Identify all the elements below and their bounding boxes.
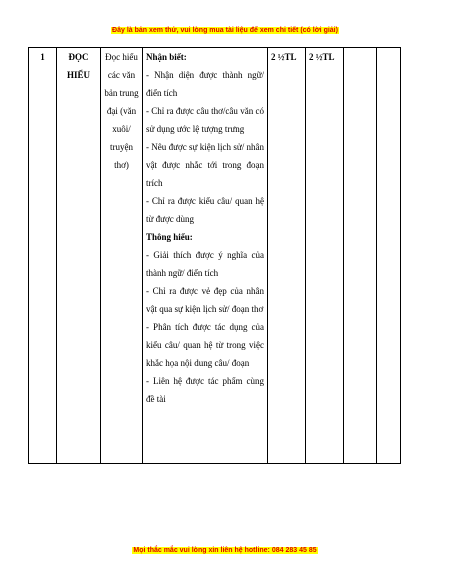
level-item: - Chỉ ra được vẻ đẹp của nhân vật qua sự kiện lịch sử/ đoạn thơ [146, 286, 264, 314]
hotline-notice-text: Mọi thắc mắc vui lòng xin liên hệ hotline: 084 283 45 85 [133, 547, 317, 554]
exam-matrix-table [28, 47, 401, 464]
row-number: 1 [29, 48, 57, 464]
topic-cell [57, 48, 101, 464]
level-heading-recognition: Nhận biết: [146, 52, 187, 62]
level-item: - Nhận diện được thành ngữ/ điển tích [146, 70, 264, 98]
content-line: đại (văn [106, 106, 137, 116]
level-item: - Giải thích được ý nghĩa của thành ngữ/ điển tích [146, 250, 264, 278]
hotline-notice-banner [0, 546, 450, 556]
topic-line: HIỂU [66, 70, 90, 80]
content-line: thơ) [114, 160, 129, 170]
content-unit-cell [101, 48, 143, 464]
empty-cell [377, 48, 401, 464]
level-item: - Chỉ ra được câu thơ/câu văn có sử dụng ước lệ tượng trưng [146, 106, 264, 134]
level-item: - Phân tích được tác dụng của kiểu câu/ quan hệ từ trong việc khắc họa nội dung câu/ đoạn [146, 322, 264, 368]
content-line: Đọc hiểu [105, 52, 138, 62]
knowledge-levels-cell [143, 48, 268, 464]
preview-notice-text: Đây là bản xem thử, vui lòng mua tài liệu để xem chi tiết (có lời giải) [112, 27, 338, 34]
topic-line: ĐỌC [68, 52, 89, 62]
level-item: - Nêu được sự kiện lịch sử/ nhân vật được nhắc tới trong đoạn trích [146, 142, 264, 188]
table-row [29, 48, 401, 464]
content-line: truyện [110, 142, 133, 152]
content-line: các văn [107, 70, 136, 80]
content-line: xuôi/ [112, 124, 131, 134]
preview-notice-banner [0, 26, 450, 36]
empty-cell [344, 48, 377, 464]
level-heading-comprehension: Thông hiểu: [146, 232, 193, 242]
level-item: - Chỉ ra được kiểu câu/ quan hệ từ được dùng [146, 196, 264, 224]
question-count-cell: 2 ½TL [268, 48, 306, 464]
content-line: bản trung [104, 88, 139, 98]
question-count-cell: 2 ½TL [306, 48, 344, 464]
level-item: - Liên hệ được tác phẩm cùng đề tài [146, 376, 264, 404]
